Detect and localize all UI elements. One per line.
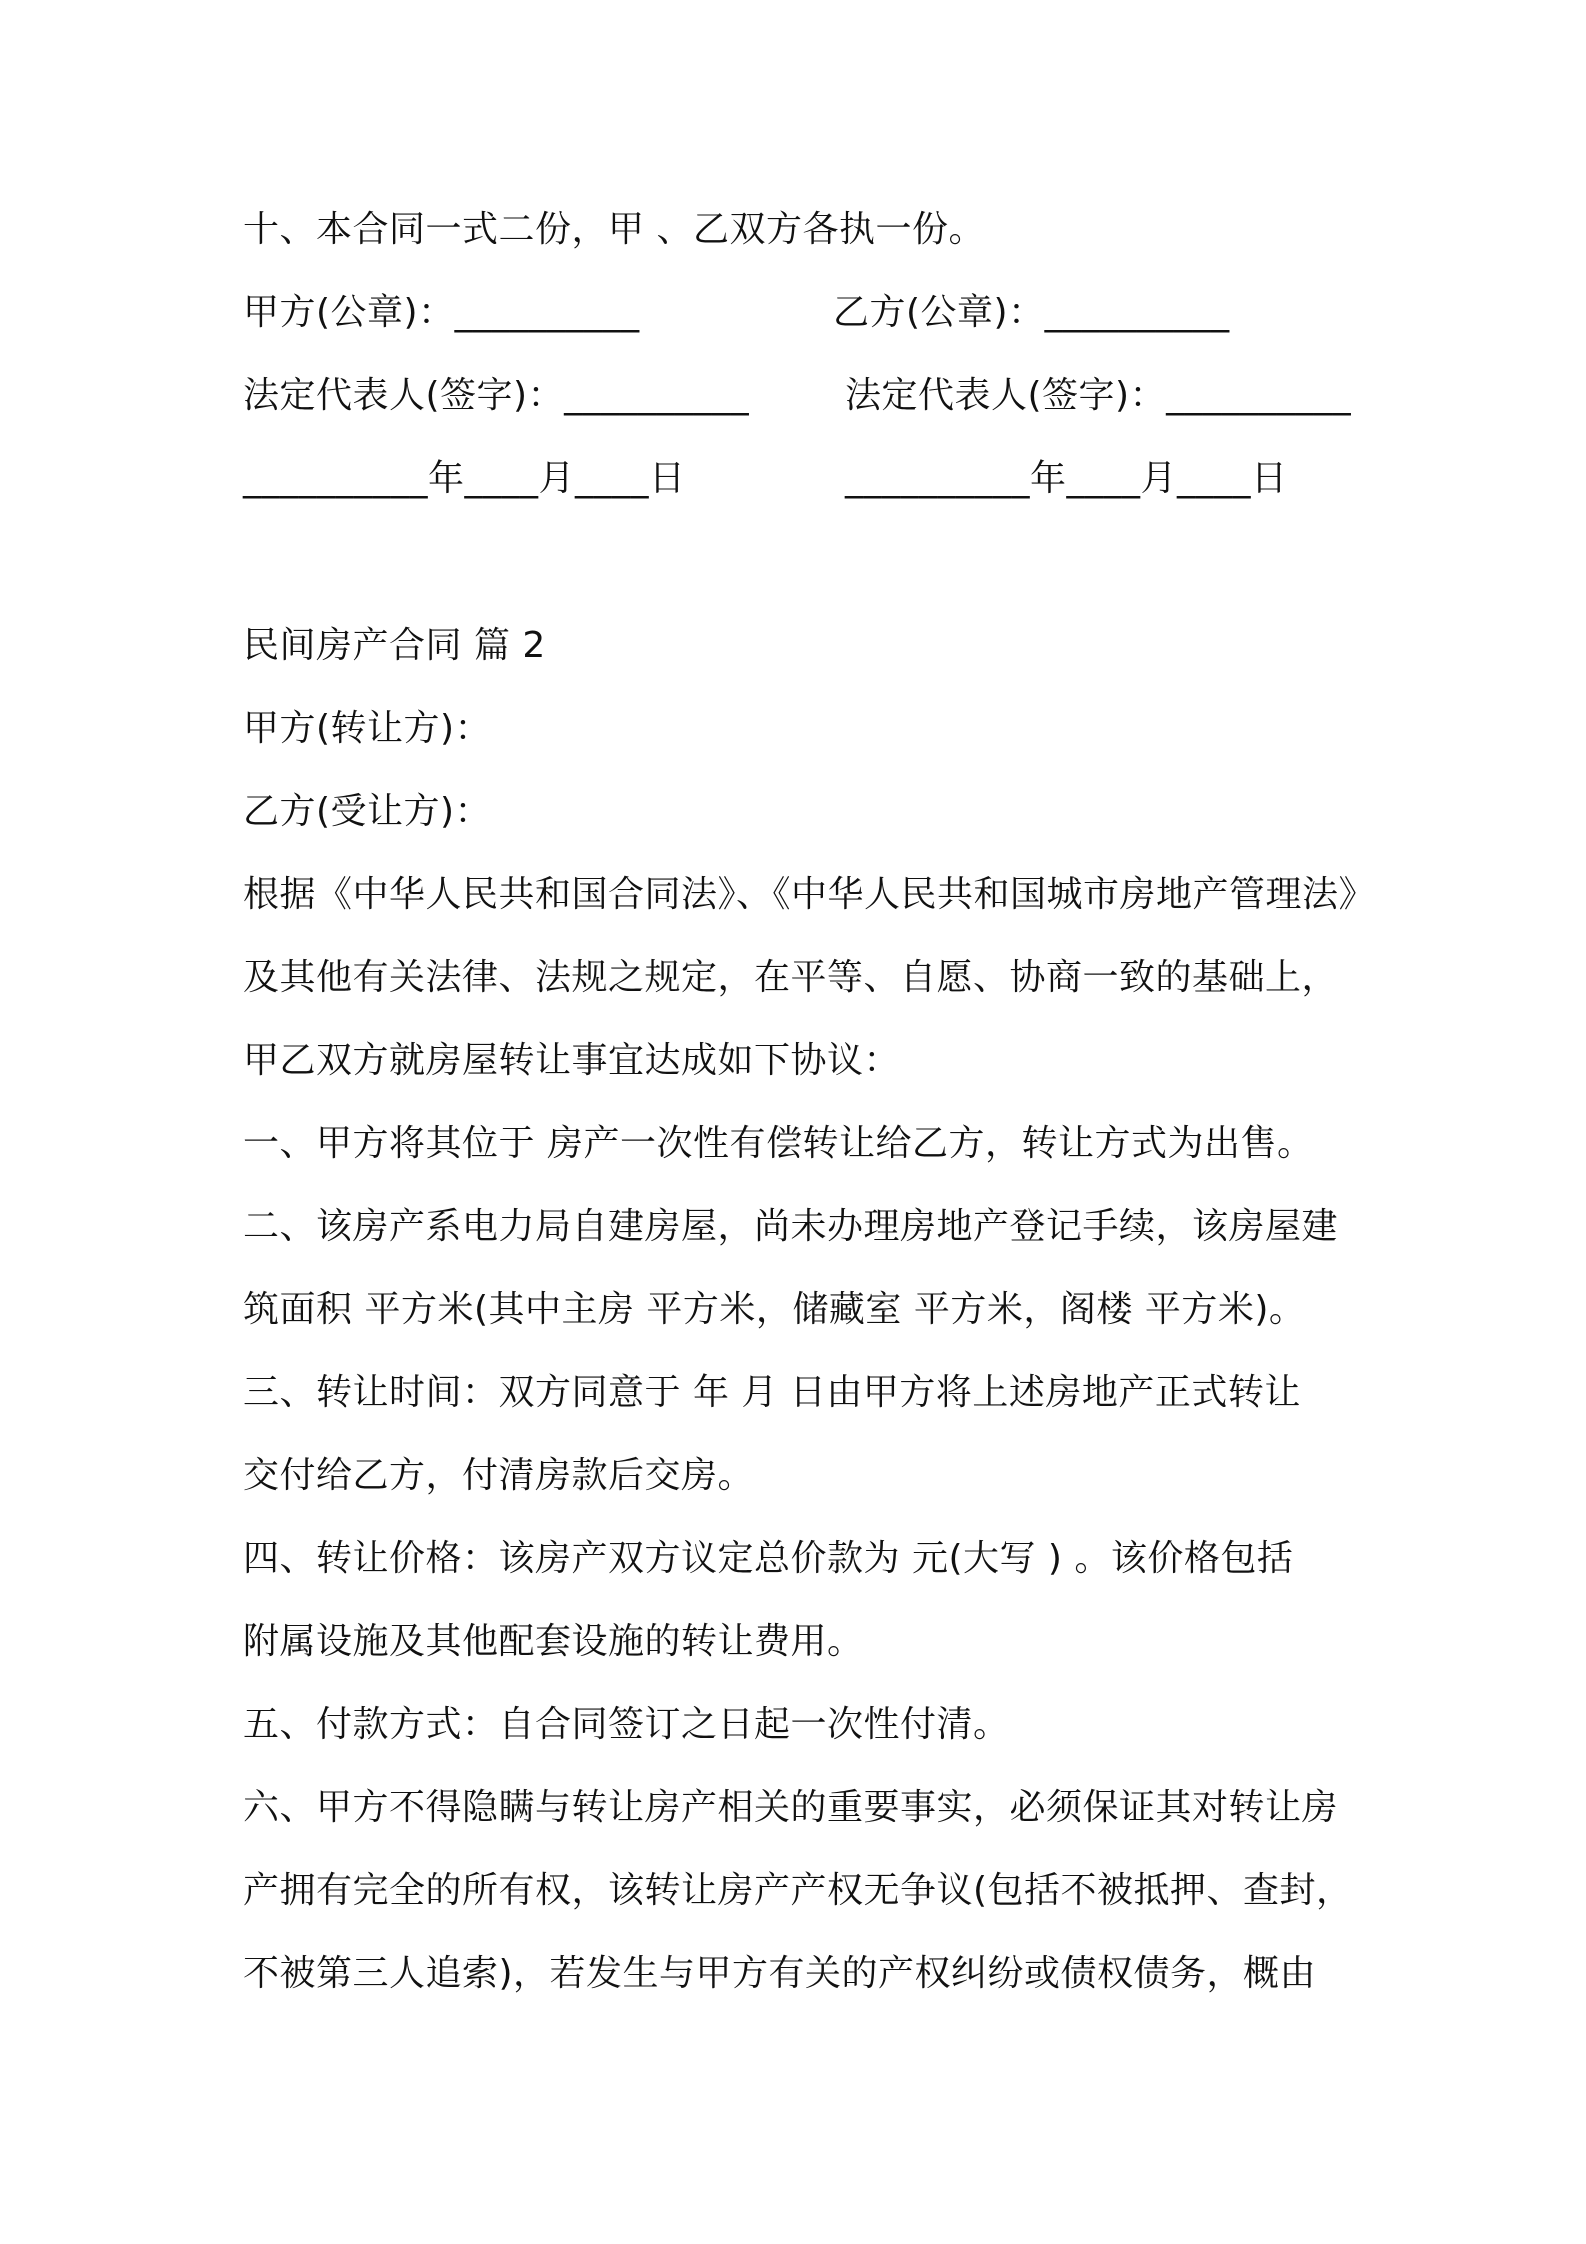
paragraph-line: 交付给乙方，付清房款后交房。 (243, 1455, 755, 1496)
paragraph-line: 三、转让时间：双方同意于 年 月 日由甲方将上述房地产正式转让 (243, 1372, 1301, 1413)
paragraph-line: 筑面积 平方米(其中主房 平方米，储藏室 平方米，阁楼 平方米)。 (243, 1289, 1306, 1330)
party-a-date: __________年____月____日 (243, 458, 686, 499)
party-a-seal: 甲方(公章)：__________ (243, 292, 640, 333)
paragraph-line: 根据《中华人民共和国合同法》、《中华人民共和国城市房地产管理法》 (243, 874, 1376, 915)
paragraph-line: 五、付款方式：自合同签订之日起一次性付清。 (243, 1704, 1010, 1745)
paragraph-line: 产拥有完全的所有权，该转让房产产权无争议(包括不被抵押、查封， (243, 1870, 1353, 1911)
paragraph-line: 二、该房产系电力局自建房屋，尚未办理房地产登记手续，该房屋建 (243, 1206, 1339, 1247)
paragraph-line: 四、转让价格：该房产双方议定总价款为 元(大写 ) 。该价格包括 (243, 1538, 1294, 1579)
paragraph-line: 六、甲方不得隐瞒与转让房产相关的重要事实，必须保证其对转让房 (243, 1787, 1339, 1828)
party-a-transferor: 甲方(转让方)： (243, 708, 492, 749)
paragraph-line: 甲乙双方就房屋转让事宜达成如下协议： (243, 1040, 901, 1081)
party-b-representative: 法定代表人(签字)：__________ (845, 375, 1352, 416)
party-b-seal: 乙方(公章)：__________ (833, 292, 1230, 333)
party-b-date: __________年____月____日 (845, 458, 1288, 499)
party-b-transferee: 乙方(受让方)： (243, 791, 492, 832)
paragraph-line: 及其他有关法律、法规之规定，在平等、自愿、协商一致的基础上， (243, 957, 1339, 998)
paragraph-line: 附属设施及其他配套设施的转让费用。 (243, 1621, 864, 1662)
paragraph-line: 一、甲方将其位于 房产一次性有偿转让给乙方，转让方式为出售。 (243, 1123, 1314, 1164)
party-a-representative: 法定代表人(签字)：__________ (243, 375, 750, 416)
paragraph-line: 不被第三人追索)，若发生与甲方有关的产权纠纷或债权债务，概由 (243, 1953, 1317, 1994)
closing-clause: 十、本合同一式二份，甲 、乙双方各执一份。 (243, 209, 985, 250)
section-title: 民间房产合同 篇 2 (243, 625, 546, 666)
